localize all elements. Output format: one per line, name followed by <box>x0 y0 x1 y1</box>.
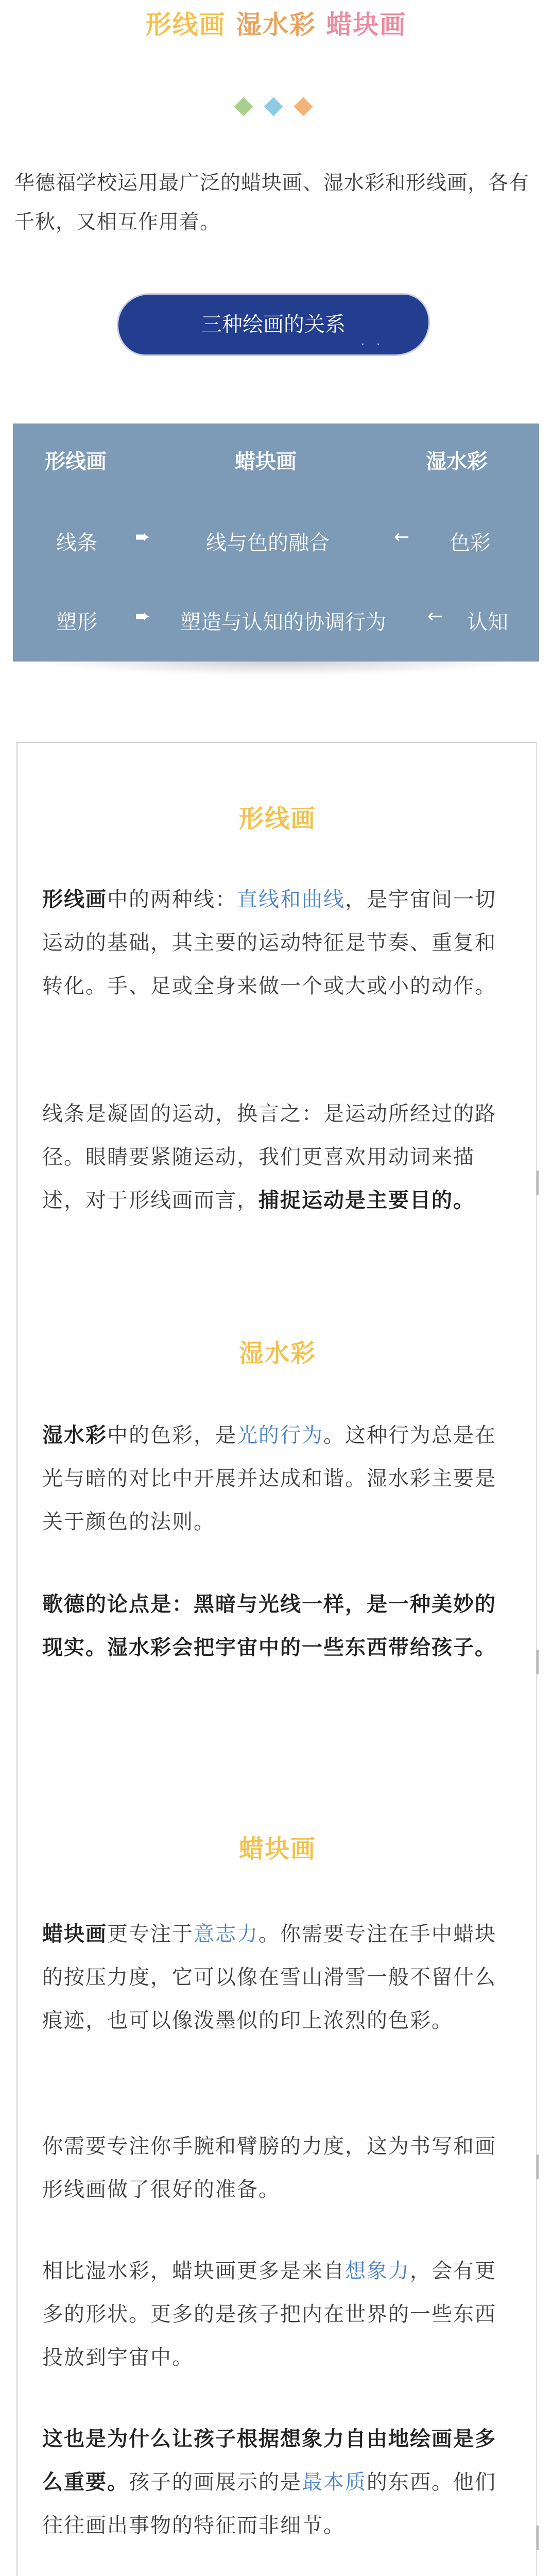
title-crayon-block: 蜡块画 <box>326 10 407 40</box>
panel-edge-tick <box>537 1650 539 1674</box>
table-row1-left: 线条 <box>56 531 97 555</box>
table-shadow <box>36 662 516 676</box>
diamond-orange-icon <box>294 97 313 116</box>
bold-tail: 捕捉运动是主要目的。 <box>258 1189 475 1212</box>
page-title <box>0 4 552 41</box>
text: 的东西。他们往往画出事物的特征而非细节。 <box>42 2470 496 2537</box>
text: 你需要专注你手腕和臂膀的力度，这为书写和画形线画做了很好的准备。 <box>42 2134 496 2201</box>
panel-edge-tick <box>537 1171 539 1195</box>
bold-lead: 湿水彩 <box>42 1423 107 1447</box>
line-drawing-paragraph-1 <box>42 878 512 1008</box>
highlight-text: 光的行为 <box>237 1423 323 1447</box>
title-line-drawing: 形线画 <box>145 10 226 40</box>
bold-lead: 这也是为什么让孩子根据想象力自由地绘画是多么重要。 <box>42 2427 496 2494</box>
text: ，会有更多的形状。更多的是孩子把内在世界的一些东西投放到宇宙中。 <box>42 2259 496 2369</box>
crayon-block-paragraph-4 <box>42 2417 512 2547</box>
text: 线条是凝固的运动，换言之：是运动所经过的路径。眼睛要紧随运动，我们更喜欢用动词来描述，对于形线画而言， <box>42 1102 496 1212</box>
highlight-text: 意志力 <box>194 1922 258 1946</box>
relation-banner <box>118 295 428 354</box>
line-drawing-paragraph-2 <box>42 1092 512 1222</box>
arrow-right-icon: ➨ <box>135 527 151 548</box>
bold-text: 歌德的论点是：黑暗与光线一样，是一种美妙的现实。湿水彩会把宇宙中的一些东西带给孩子。 <box>42 1592 496 1659</box>
text: 中的两种线： <box>107 888 237 911</box>
table-row1-middle: 线与色的融合 <box>206 531 330 555</box>
table-row1-right: 色彩 <box>450 531 491 555</box>
section-title-line-drawing: 形线画 <box>238 804 316 833</box>
highlight-text: 想象力 <box>345 2259 410 2283</box>
table-header-line-drawing: 形线画 <box>45 450 107 473</box>
text: 相比湿水彩，蜡块画更多是来自 <box>42 2259 345 2283</box>
table-row2-middle: 塑造与认知的协调行为 <box>180 611 386 634</box>
diamond-blue-icon <box>264 97 283 116</box>
table-header-wet-watercolor: 湿水彩 <box>426 450 488 473</box>
banner-dots: · · <box>361 338 384 351</box>
crayon-block-paragraph-3 <box>42 2249 512 2379</box>
table-row2-left: 塑形 <box>56 611 97 634</box>
section-title-crayon-block: 蜡块画 <box>238 1835 316 1863</box>
bold-lead: 蜡块画 <box>42 1922 107 1946</box>
highlight-text: 直线和曲线 <box>237 888 345 911</box>
content-panel <box>16 742 537 2576</box>
text: 更专注于 <box>107 1922 194 1946</box>
table-row2-right: 认知 <box>467 611 508 634</box>
text: 。你需要专注在手中蜡块的按压力度，它可以像在雪山滑雪一般不留什么痕迹，也可以像泼墨似的印上浓烈的色彩。 <box>42 1922 496 2032</box>
decorative-diamonds <box>0 97 552 117</box>
bold-lead: 形线画 <box>42 888 107 911</box>
panel-edge-tick <box>537 2155 539 2179</box>
text: 孩子的画展示的是 <box>129 2470 302 2494</box>
relation-table <box>13 423 539 662</box>
crayon-block-paragraph-1 <box>42 1912 512 2042</box>
title-wet-watercolor: 湿水彩 <box>236 10 316 40</box>
panel-edge-tick <box>537 2526 539 2550</box>
text: 。这种行为总是在光与暗的对比中开展并达成和谐。湿水彩主要是关于颜色的法则。 <box>42 1423 496 1534</box>
diamond-green-icon <box>234 97 253 116</box>
arrow-left-icon: ← <box>394 527 410 548</box>
arrow-left-icon: ← <box>427 606 443 627</box>
intro-paragraph: 华德福学校运用最广泛的蜡块画、湿水彩和形线画，各有千秋，又相互作用着。 <box>14 172 530 234</box>
wet-watercolor-paragraph-2 <box>42 1583 512 1669</box>
text: ，是宇宙间一切运动的基础，其主要的运动特征是节奏、重复和转化。手、足或全身来做一个或大或小的动作。 <box>42 888 496 998</box>
section-title-wet-watercolor: 湿水彩 <box>238 1339 316 1368</box>
text: 中的色彩，是 <box>107 1423 237 1447</box>
arrow-right-icon: ➨ <box>135 606 151 627</box>
wet-watercolor-paragraph-1 <box>42 1414 512 1544</box>
crayon-block-paragraph-2 <box>42 2125 512 2211</box>
relation-banner-label: 三种绘画的关系 <box>201 313 346 336</box>
highlight-text: 最本质 <box>302 2470 367 2494</box>
table-header-crayon-block: 蜡块画 <box>235 450 297 473</box>
